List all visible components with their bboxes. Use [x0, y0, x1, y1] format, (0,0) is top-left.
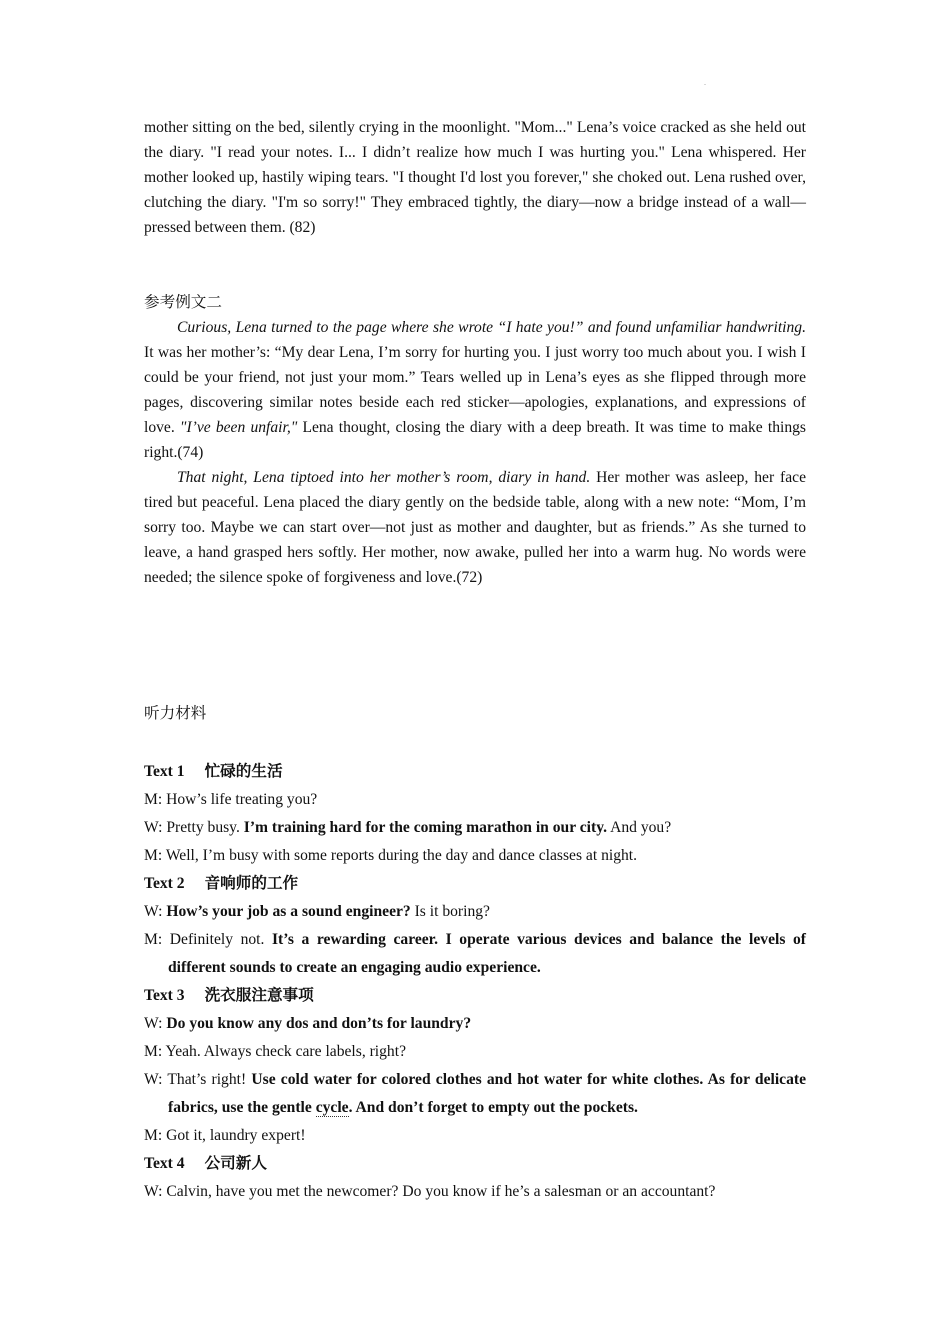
essay-paragraph-2: That night, Lena tiptoed into her mother’s room, diary in hand. Her mother was asleep, her face tired but peaceful. Lena placed the diary gently on the bedside table, along with a new note: “Mom, I’m sorry too. Maybe we can start over—not just as mother and daughter, but as friends.” As she turned to leave, a hand grasped hers softly. Her mother, now awake, pulled her into a warm hug. No words were needed; the silence spoke of forgiveness and love.(72) [144, 469, 806, 586]
story-ending-paragraph: mother sitting on the bed, silently crying in the moonlight. "Mom..." Lena’s voice cracked as she held out the diary. "I read your notes. I... I didn’t realize how much I was hurting you." Lena whispered. Her mother looked up, hastily wiping tears. "I thought I'd lost you forever," she choked out. Lena rushed over, clutching the diary. "I'm so sorry!" They embraced tightly, the diary—now a bridge instead of a wall—pressed between them. (82) [144, 119, 806, 236]
dialogue-line: M: How’s life treating you? [144, 791, 318, 808]
dialogue-line: W: Pretty busy. I’m training hard for the coming marathon in our city. And you? [144, 819, 672, 836]
essay-paragraph-1: Curious, Lena turned to the page where she wrote “I hate you!” and found unfamiliar handwriting. It was her mother’s: “My dear Lena, I’m sorry for hurting you. I just worry too much about you. I wish I could be your friend, not just your mom.” Tears welled up in Lena’s eyes as she flipped through more pages, discovering similar notes beside each red sticker—apologies, explanations, and expressions of love. "I’ve been unfair," Lena thought, closing the diary with a deep breath. It was time to make things right.(74) [144, 319, 806, 461]
listening-material-label: 听力材料 [144, 705, 207, 722]
text-2-heading: Text 2 音响师的工作 [144, 875, 299, 892]
dialogue-line: W: How’s your job as a sound engineer? Is it boring? [144, 903, 490, 920]
dialogue-line: M: Got it, laundry expert! [144, 1127, 306, 1144]
listening-transcript [144, 758, 806, 1206]
corner-mark: . [704, 78, 706, 87]
dialogue-line: M: Definitely not. It’s a rewarding career. I operate various devices and balance the levels of different sounds to create an engaging audio experience. [144, 931, 806, 976]
dialogue-line: W: Do you know any dos and don’ts for laundry? [144, 1015, 472, 1032]
paragraph-opener-2: That night, Lena tiptoed into her mother’s room, diary in hand. [177, 469, 591, 486]
dialogue-line: M: Yeah. Always check care labels, right? [144, 1043, 406, 1060]
dialogue-line: W: That’s right! Use cold water for colored clothes and hot water for white clothes. As for delicate fabrics, use the gentle cycle. And don’t forget to empty out the pockets. [144, 1071, 806, 1116]
text-4-heading: Text 4 公司新人 [144, 1155, 267, 1172]
dialogue-line: W: Calvin, have you met the newcomer? Do you know if he’s a salesman or an accountant? [144, 1183, 716, 1200]
text-3-heading: Text 3 洗衣服注意事项 [144, 987, 314, 1004]
sample-essay-2 [144, 315, 806, 590]
marked-word: cycle [315, 1099, 349, 1116]
dialogue-line: M: Well, I’m busy with some reports during the day and dance classes at night. [144, 847, 638, 864]
text-1-heading: Text 1 忙碌的生活 [144, 763, 283, 780]
sample-essay-2-label: 参考例文二 [144, 294, 222, 311]
paragraph-opener-1: Curious, Lena turned to the page where she wrote “I hate you!” and found unfamiliar handwriting. [177, 319, 806, 336]
